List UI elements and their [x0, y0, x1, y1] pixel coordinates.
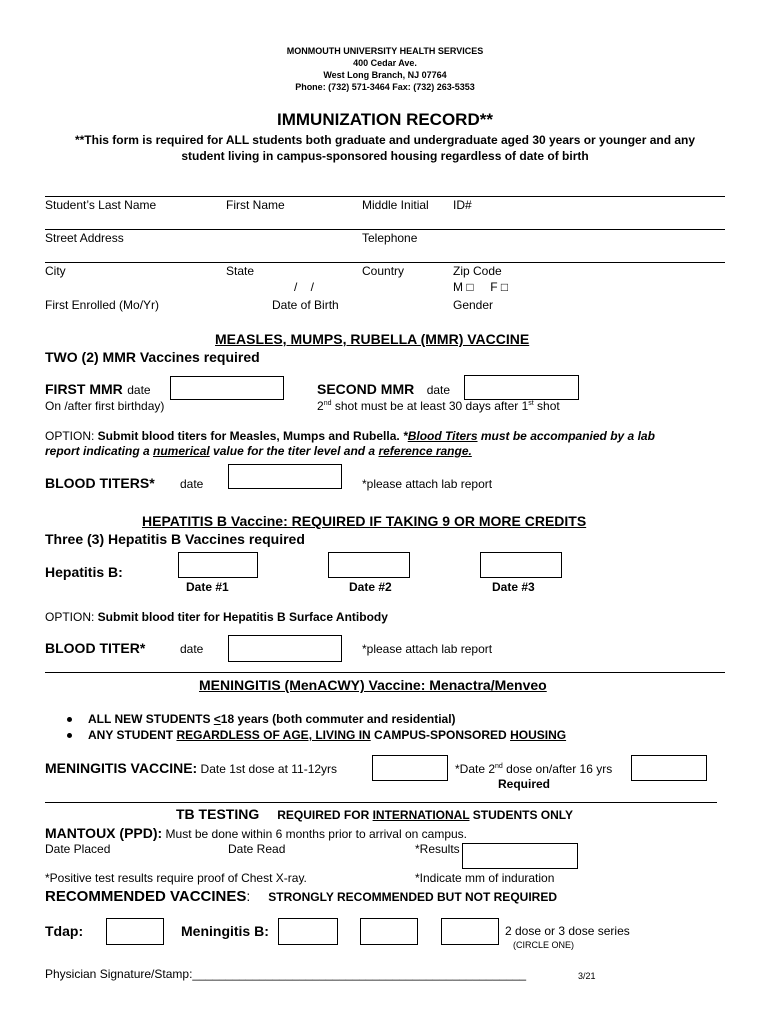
- positive-note: *Positive test results require proof of Chest X-ray.: [45, 871, 307, 885]
- hepb-option: OPTION: Submit blood titer for Hepatitis B Surface Antibody: [45, 610, 388, 624]
- hepb-label: Hepatitis B:: [45, 564, 123, 580]
- org-street: 400 Cedar Ave.: [353, 58, 417, 68]
- date-placed-label: Date Placed: [45, 842, 111, 856]
- hepb-date3-box[interactable]: [480, 552, 562, 578]
- gender-label: Gender: [453, 298, 494, 312]
- recommended-row: RECOMMENDED VACCINES: STRONGLY RECOMMENDED BUT NOT REQUIRED: [45, 888, 557, 905]
- form-title: IMMUNIZATION RECORD**: [277, 110, 493, 129]
- mantoux-row: MANTOUX (PPD): Must be done within 6 months prior to arrival on campus.: [45, 825, 467, 841]
- men-dose2-label: *Date 2nd dose on/after 16 yrs: [455, 762, 613, 776]
- mmr-titers-date-box[interactable]: [228, 464, 342, 489]
- mmr-option-line-1: OPTION: Submit blood titers for Measles, Mumps and Rubella. *Blood Titers must be accompanied by a lab: [45, 429, 655, 443]
- divider-line: [45, 229, 725, 230]
- induration-note: *Indicate mm of induration: [415, 871, 555, 885]
- org-name: MONMOUTH UNIVERSITY HEALTH SERVICES: [286, 46, 484, 56]
- org-phone: Phone: (732) 571-3464 Fax: (732) 263-5353: [295, 82, 475, 92]
- hepb-required: Three (3) Hepatitis B Vaccines required: [45, 531, 305, 547]
- mmr-titers-date-label: date: [180, 477, 204, 491]
- men-vaccine-row: MENINGITIS VACCINE: Date 1st dose at 11-12yrs: [45, 760, 338, 776]
- hepb-date1-box[interactable]: [178, 552, 258, 578]
- zip-label: Zip Code: [453, 264, 502, 278]
- series-label: 2 dose or 3 dose series: [505, 924, 630, 938]
- middle-initial-label: Middle Initial: [362, 198, 429, 212]
- second-mmr-note: 2nd shot must be at least 30 days after 1st shot: [317, 399, 560, 413]
- mmr-required: TWO (2) MMR Vaccines required: [45, 349, 260, 365]
- mmr-option-line-2: report indicating a numerical value for the titer level and a reference range.: [45, 444, 472, 458]
- second-mmr-date-label: date: [426, 383, 451, 397]
- dob-slashes: / /: [294, 280, 315, 294]
- mmr-heading: MEASLES, MUMPS, RUBELLA (MMR) VACCINE: [215, 331, 530, 347]
- second-mmr-row: [317, 381, 450, 399]
- men-bullet-2: ANY STUDENT REGARDLESS OF AGE, LIVING IN CAMPUS-SPONSORED HOUSING: [67, 728, 566, 742]
- telephone-label: Telephone: [362, 231, 418, 245]
- hepb-date2-label: Date #2: [349, 580, 392, 594]
- form-subtitle-1: **This form is required for ALL students both graduate and undergraduate aged 30 years or younger and any: [74, 133, 696, 147]
- menb-box-1[interactable]: [278, 918, 338, 945]
- first-name-label: First Name: [226, 198, 285, 212]
- hepb-titer-label: BLOOD TITER*: [45, 640, 146, 656]
- form-subtitle-2: student living in campus-sponsored housing regardless of date of birth: [181, 149, 589, 163]
- men-required: Required: [498, 777, 551, 791]
- second-mmr-label: SECOND MMR: [317, 381, 415, 397]
- last-name-label: Student’s Last Name: [45, 198, 157, 212]
- physician-signature-line[interactable]: Physician Signature/Stamp:__________________________________________________: [45, 967, 527, 981]
- hepb-heading: HEPATITIS B Vaccine: REQUIRED IF TAKING 9 OR MORE CREDITS: [142, 513, 587, 529]
- id-label: ID#: [453, 198, 472, 212]
- hepb-date2-box[interactable]: [328, 552, 410, 578]
- tdap-box[interactable]: [106, 918, 164, 945]
- first-mmr-note: On /after first birthday): [45, 399, 165, 413]
- first-mmr-date-label: date: [127, 383, 151, 397]
- second-mmr-date-box[interactable]: [464, 375, 579, 400]
- state-label: State: [226, 264, 255, 278]
- mmr-titers-label: BLOOD TITERS*: [45, 475, 155, 491]
- street-label: Street Address: [45, 231, 124, 245]
- men-dose1-box[interactable]: [372, 755, 448, 781]
- mmr-attach-note: *please attach lab report: [362, 477, 493, 491]
- first-mmr-date-box[interactable]: [170, 376, 284, 400]
- date-read-label: Date Read: [228, 842, 286, 856]
- menb-box-2[interactable]: [360, 918, 418, 945]
- divider-line: [45, 262, 725, 263]
- first-mmr-label: FIRST MMR: [45, 381, 123, 397]
- tb-results-box[interactable]: [462, 843, 578, 869]
- city-label: City: [45, 264, 66, 278]
- results-label: *Results: [415, 842, 460, 856]
- hepb-attach-note: *please attach lab report: [362, 642, 493, 656]
- men-bullet-1: ALL NEW STUDENTS <18 years (both commuter and residential): [67, 712, 456, 726]
- hepb-date1-label: Date #1: [186, 580, 229, 594]
- men-dose2-box[interactable]: [631, 755, 707, 781]
- divider-line: [45, 802, 717, 803]
- tdap-label: Tdap:: [45, 923, 84, 939]
- hepb-date3-label: Date #3: [492, 580, 535, 594]
- men-heading: MENINGITIS (MenACWY) Vaccine: Menactra/Menveo: [199, 677, 547, 693]
- form-version: 3/21: [578, 971, 596, 981]
- divider-line: [45, 672, 725, 673]
- menb-box-3[interactable]: [441, 918, 499, 945]
- hepb-titer-date-box[interactable]: [228, 635, 342, 662]
- first-mmr-row: [45, 381, 151, 399]
- circle-one-label: (CIRCLE ONE): [513, 940, 575, 950]
- dob-label: Date of Birth: [272, 298, 339, 312]
- tb-heading-row: TB TESTING REQUIRED FOR INTERNATIONAL STUDENTS ONLY: [176, 806, 574, 822]
- first-enrolled-label: First Enrolled (Mo/Yr): [45, 298, 160, 312]
- divider-line: [45, 196, 725, 197]
- org-city: West Long Branch, NJ 07764: [323, 70, 447, 80]
- country-label: Country: [362, 264, 405, 278]
- gender-options[interactable]: M □ F □: [453, 280, 509, 294]
- hepb-titer-date-label: date: [180, 642, 204, 656]
- menb-label: Meningitis B:: [181, 923, 269, 939]
